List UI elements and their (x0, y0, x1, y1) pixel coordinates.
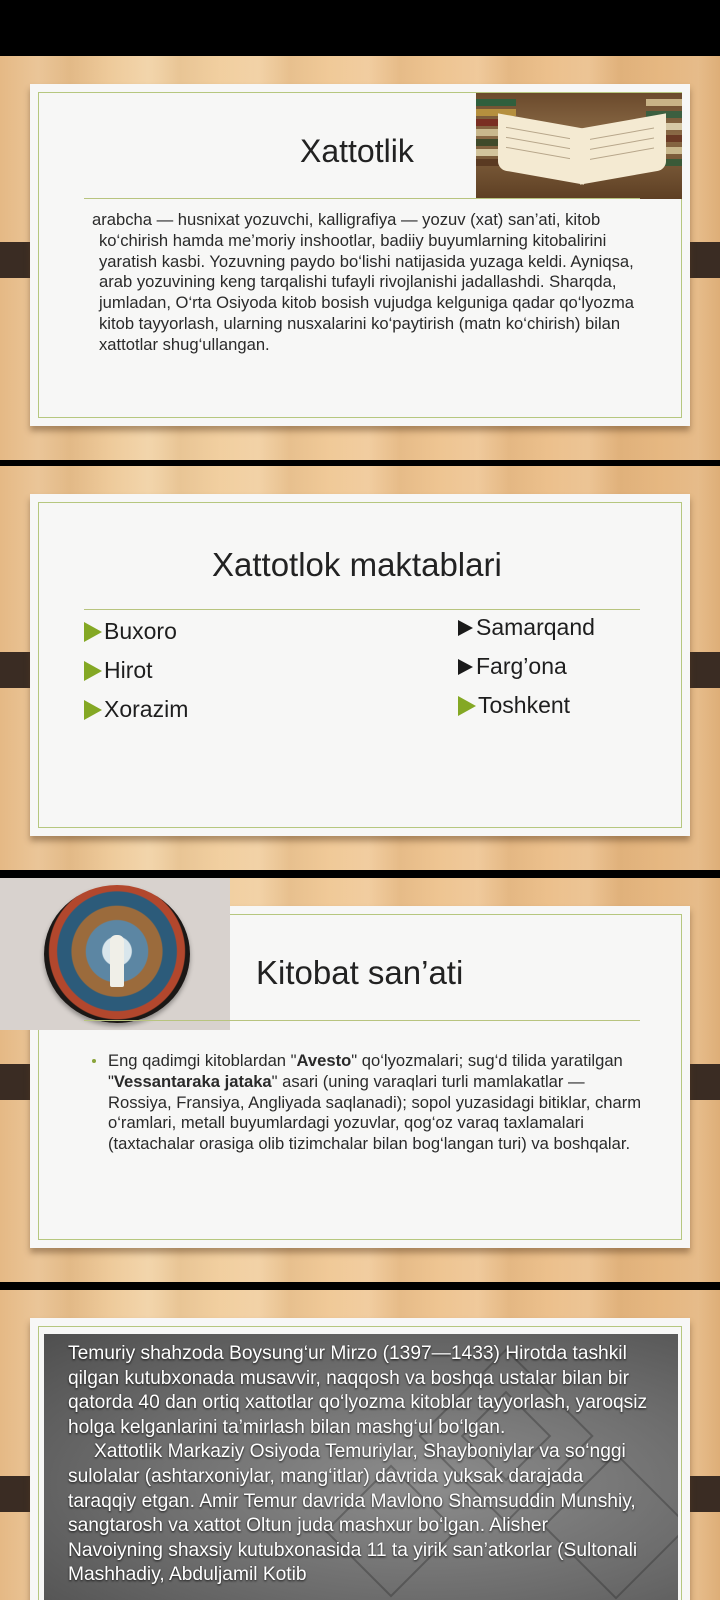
green-arrow-icon (84, 661, 102, 681)
calligraphy-background-image (44, 1334, 678, 1600)
book-page-right (580, 113, 666, 184)
paragraph: Xattotlik Markaziy Osiyoda Temuriylar, Shayboniylar va so‘nggi sulolalar (ashtarxoniylar, mang‘itlar) davrida yuksak darajada taraqqiy etgan. Amir Temur davrida Mavlono Shamsuddin Munshiy, sangtarosh va xattot Oltun juda mashxur bo‘lgan. Alisher Navoiyning shaxsiy kutubxonasida 11 ta yirik san’atkorlar (Sultonali Mashhadiy, Abduljamil Kotib (68, 1441, 638, 1586)
green-arrow-icon (458, 696, 476, 716)
plate-image (44, 885, 190, 1023)
book-page-left (498, 113, 584, 184)
slide-2[interactable] (0, 466, 720, 870)
title-rule (84, 1020, 640, 1021)
green-arrow-icon (84, 700, 102, 720)
open-book-photo (476, 93, 682, 199)
list-item: Hirot (84, 657, 153, 684)
slide-1[interactable] (0, 56, 720, 460)
paragraph: Temuriy shahzoda Boysung‘ur Mirzo (1397—1433) Hirotda tashkil qilgan kutubxonada musavvir, naqqosh va boshqa ustalar bilan bir qatorda 40 dan ortiq xattotlar qo‘lyozma kitoblar tayyorlash, yaroqsiz holga kelganlarini ta’mirlash bilan mashg‘ul bo‘lgan. (68, 1343, 648, 1438)
title-rule (84, 198, 640, 199)
slide-body: Eng qadimgi kitoblardan "Avesto" qo‘lyozmalari; sug‘d tilida yaratilgan "Vessantaraka jataka" asari (uning varaqlari turli mamlakatlar — Rossiya, Fransiya, Angliyada saqlanadi); sopol yuzasidagi bitiklar, charm o‘ramlari, metall buyumlardagi yozuvlar, qog‘oz varaq taxlamalari (taxtachalar orasiga olib tizimchalar bilan bog‘langan turi) va boshqalar. (108, 1051, 642, 1154)
decorated-plate-photo (0, 878, 230, 1030)
slide-4[interactable] (0, 1290, 720, 1600)
list-item: Samarqand (458, 614, 595, 641)
slide-body: arabcha — husnixat yozuvchi, kalligrafiya — yozuv (xat) san’ati, kitob ko‘chirish hamda me’moriy inshootlar, badiiy buyumlarning kitobalirini yaratish kasbi. Yozuvning paydo bo‘lishi natijasida yuzaga keldi. Ayniqsa, arab yozuvining keng tarqalishi tufayli rivojlanishi jadallashdi. Sharqda, jumladan, O‘rta Osiyoda kitob bosish vujudga kelguniga qadar qo‘lyozma kitob tayyorlash, ularning nusxalarini ko‘paytirish (matn ko‘chirish) bilan xattotlar shug‘ullangan. (92, 210, 634, 354)
title-rule (84, 609, 640, 610)
slide-title: Xattotlok maktablari (212, 546, 502, 583)
bullet-dot-icon (92, 1059, 96, 1063)
green-arrow-icon (84, 622, 102, 642)
slide-title: Xattotlik (300, 133, 414, 169)
list-item: Buxoro (84, 618, 177, 645)
list-item: Xorazim (84, 696, 188, 723)
list-item: Farg’ona (458, 653, 567, 680)
status-bar (0, 0, 720, 54)
bold-term: Vessantaraka jataka (113, 1071, 272, 1091)
slide-title: Kitobat san’ati (256, 954, 464, 991)
bold-term: Avesto (296, 1051, 352, 1070)
black-arrow-icon (458, 659, 473, 675)
slide-3[interactable] (0, 878, 720, 1282)
black-arrow-icon (458, 620, 473, 636)
slide-body (68, 1342, 648, 1588)
list-item: Toshkent (458, 692, 570, 719)
